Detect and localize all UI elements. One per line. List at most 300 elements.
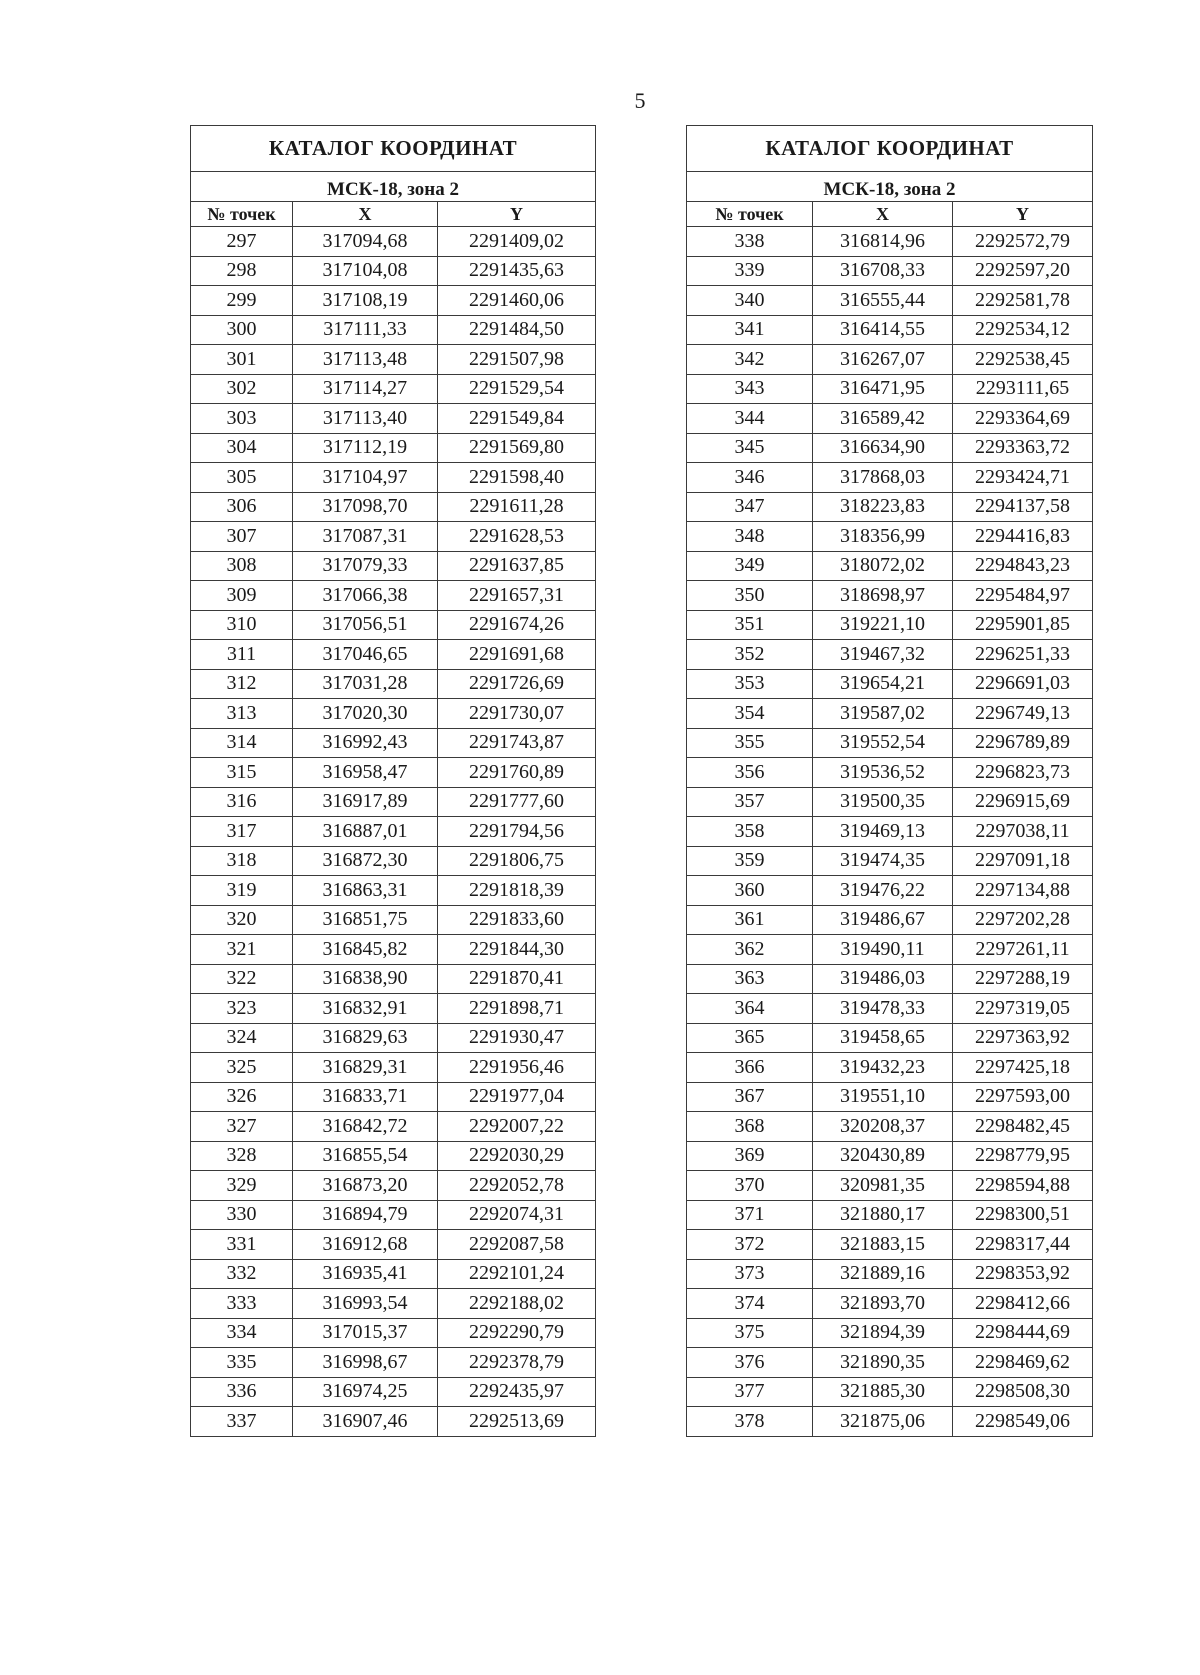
point-number-cell: 297 [191, 227, 293, 257]
y-coordinate-cell: 2291657,31 [438, 581, 596, 611]
table-row [191, 315, 596, 345]
x-coordinate-cell: 316863,31 [293, 876, 438, 906]
table-row [687, 286, 1093, 316]
x-coordinate-cell: 316708,33 [813, 256, 953, 286]
point-number-cell: 377 [687, 1377, 813, 1407]
x-coordinate-cell: 316873,20 [293, 1171, 438, 1201]
y-coordinate-cell: 2291818,39 [438, 876, 596, 906]
x-coordinate-cell: 316555,44 [813, 286, 953, 316]
y-coordinate-cell: 2297091,18 [953, 846, 1093, 876]
y-coordinate-cell: 2291484,50 [438, 315, 596, 345]
table-row [191, 492, 596, 522]
table-row [687, 1348, 1093, 1378]
point-number-cell: 357 [687, 787, 813, 817]
table-row [687, 1377, 1093, 1407]
column-header-x: X [293, 202, 438, 227]
table-row [191, 699, 596, 729]
y-coordinate-cell: 2291794,56 [438, 817, 596, 847]
point-number-cell: 332 [191, 1259, 293, 1289]
y-coordinate-cell: 2292101,24 [438, 1259, 596, 1289]
y-coordinate-cell: 2291806,75 [438, 846, 596, 876]
point-number-cell: 321 [191, 935, 293, 965]
point-number-cell: 317 [191, 817, 293, 847]
x-coordinate-cell: 321890,35 [813, 1348, 953, 1378]
x-coordinate-cell: 319551,10 [813, 1082, 953, 1112]
y-coordinate-cell: 2297319,05 [953, 994, 1093, 1024]
y-coordinate-cell: 2292581,78 [953, 286, 1093, 316]
y-coordinate-cell: 2297038,11 [953, 817, 1093, 847]
y-coordinate-cell: 2298353,92 [953, 1259, 1093, 1289]
point-number-cell: 371 [687, 1200, 813, 1230]
table-row [687, 787, 1093, 817]
x-coordinate-cell: 319552,54 [813, 728, 953, 758]
x-coordinate-cell: 316993,54 [293, 1289, 438, 1319]
point-number-cell: 370 [687, 1171, 813, 1201]
x-coordinate-cell: 317094,68 [293, 227, 438, 257]
y-coordinate-cell: 2292074,31 [438, 1200, 596, 1230]
x-coordinate-cell: 316935,41 [293, 1259, 438, 1289]
x-coordinate-cell: 321883,15 [813, 1230, 953, 1260]
point-number-cell: 362 [687, 935, 813, 965]
point-number-cell: 325 [191, 1053, 293, 1083]
table-row [687, 551, 1093, 581]
x-coordinate-cell: 316887,01 [293, 817, 438, 847]
table-row [687, 728, 1093, 758]
point-number-cell: 309 [191, 581, 293, 611]
table-row [687, 315, 1093, 345]
y-coordinate-cell: 2291930,47 [438, 1023, 596, 1053]
point-number-cell: 360 [687, 876, 813, 906]
x-coordinate-cell: 319587,02 [813, 699, 953, 729]
x-coordinate-cell: 319476,22 [813, 876, 953, 906]
y-coordinate-cell: 2291460,06 [438, 286, 596, 316]
table-row [687, 581, 1093, 611]
table-title: КАТАЛОГ КООРДИНАТ [687, 126, 1093, 172]
table-body [191, 227, 596, 1437]
y-coordinate-cell: 2295901,85 [953, 610, 1093, 640]
y-coordinate-cell: 2296691,03 [953, 669, 1093, 699]
table-row [191, 581, 596, 611]
table-row [687, 1289, 1093, 1319]
y-coordinate-cell: 2296823,73 [953, 758, 1093, 788]
x-coordinate-cell: 316471,95 [813, 374, 953, 404]
y-coordinate-cell: 2297134,88 [953, 876, 1093, 906]
table-row [191, 1348, 596, 1378]
y-coordinate-cell: 2294137,58 [953, 492, 1093, 522]
table-row [687, 433, 1093, 463]
y-coordinate-cell: 2291435,63 [438, 256, 596, 286]
point-number-cell: 306 [191, 492, 293, 522]
y-coordinate-cell: 2291844,30 [438, 935, 596, 965]
point-number-cell: 327 [191, 1112, 293, 1142]
x-coordinate-cell: 317066,38 [293, 581, 438, 611]
table-row [191, 1023, 596, 1053]
x-coordinate-cell: 316267,07 [813, 345, 953, 375]
y-coordinate-cell: 2291777,60 [438, 787, 596, 817]
x-coordinate-cell: 317056,51 [293, 610, 438, 640]
y-coordinate-cell: 2296789,89 [953, 728, 1093, 758]
y-coordinate-cell: 2291569,80 [438, 433, 596, 463]
table-row [191, 256, 596, 286]
x-coordinate-cell: 317046,65 [293, 640, 438, 670]
table-title: КАТАЛОГ КООРДИНАТ [191, 126, 596, 172]
x-coordinate-cell: 316907,46 [293, 1407, 438, 1437]
x-coordinate-cell: 316894,79 [293, 1200, 438, 1230]
table-row [687, 1318, 1093, 1348]
point-number-cell: 346 [687, 463, 813, 493]
y-coordinate-cell: 2291956,46 [438, 1053, 596, 1083]
point-number-cell: 358 [687, 817, 813, 847]
x-coordinate-cell: 317114,27 [293, 374, 438, 404]
y-coordinate-cell: 2298469,62 [953, 1348, 1093, 1378]
y-coordinate-cell: 2297261,11 [953, 935, 1093, 965]
point-number-cell: 361 [687, 905, 813, 935]
point-number-cell: 348 [687, 522, 813, 552]
x-coordinate-cell: 316974,25 [293, 1377, 438, 1407]
table-row [687, 905, 1093, 935]
point-number-cell: 334 [191, 1318, 293, 1348]
point-number-cell: 303 [191, 404, 293, 434]
table-row [191, 404, 596, 434]
table-row [191, 994, 596, 1024]
table-row [191, 1289, 596, 1319]
point-number-cell: 345 [687, 433, 813, 463]
x-coordinate-cell: 319467,32 [813, 640, 953, 670]
point-number-cell: 354 [687, 699, 813, 729]
y-coordinate-cell: 2291409,02 [438, 227, 596, 257]
point-number-cell: 343 [687, 374, 813, 404]
table-row [687, 522, 1093, 552]
point-number-cell: 368 [687, 1112, 813, 1142]
point-number-cell: 356 [687, 758, 813, 788]
x-coordinate-cell: 319432,23 [813, 1053, 953, 1083]
x-coordinate-cell: 319490,11 [813, 935, 953, 965]
table-row [687, 610, 1093, 640]
point-number-cell: 313 [191, 699, 293, 729]
column-header-y: Y [438, 202, 596, 227]
y-coordinate-cell: 2293364,69 [953, 404, 1093, 434]
x-coordinate-cell: 320430,89 [813, 1141, 953, 1171]
table-row [687, 1171, 1093, 1201]
table-subtitle: МСК-18, зона 2 [191, 172, 596, 202]
table-row [191, 669, 596, 699]
y-coordinate-cell: 2291628,53 [438, 522, 596, 552]
table-subtitle: МСК-18, зона 2 [687, 172, 1093, 202]
y-coordinate-cell: 2293363,72 [953, 433, 1093, 463]
x-coordinate-cell: 316414,55 [813, 315, 953, 345]
table-row [191, 1230, 596, 1260]
point-number-cell: 378 [687, 1407, 813, 1437]
x-coordinate-cell: 319221,10 [813, 610, 953, 640]
table-row [687, 1200, 1093, 1230]
y-coordinate-cell: 2292290,79 [438, 1318, 596, 1348]
x-coordinate-cell: 316838,90 [293, 964, 438, 994]
table-row [687, 492, 1093, 522]
x-coordinate-cell: 321893,70 [813, 1289, 953, 1319]
x-coordinate-cell: 319486,67 [813, 905, 953, 935]
y-coordinate-cell: 2298549,06 [953, 1407, 1093, 1437]
column-header-x: X [813, 202, 953, 227]
point-number-cell: 364 [687, 994, 813, 1024]
point-number-cell: 359 [687, 846, 813, 876]
point-number-cell: 355 [687, 728, 813, 758]
table-row [191, 227, 596, 257]
x-coordinate-cell: 319469,13 [813, 817, 953, 847]
x-coordinate-cell: 316851,75 [293, 905, 438, 935]
point-number-cell: 322 [191, 964, 293, 994]
y-coordinate-cell: 2292435,97 [438, 1377, 596, 1407]
x-coordinate-cell: 316958,47 [293, 758, 438, 788]
point-number-cell: 344 [687, 404, 813, 434]
x-coordinate-cell: 316917,89 [293, 787, 438, 817]
x-coordinate-cell: 321894,39 [813, 1318, 953, 1348]
table-row [191, 935, 596, 965]
point-number-cell: 307 [191, 522, 293, 552]
x-coordinate-cell: 316992,43 [293, 728, 438, 758]
table-row [191, 846, 596, 876]
x-coordinate-cell: 320981,35 [813, 1171, 953, 1201]
y-coordinate-cell: 2292513,69 [438, 1407, 596, 1437]
y-coordinate-cell: 2298594,88 [953, 1171, 1093, 1201]
point-number-cell: 311 [191, 640, 293, 670]
x-coordinate-cell: 316829,31 [293, 1053, 438, 1083]
x-coordinate-cell: 316872,30 [293, 846, 438, 876]
point-number-cell: 341 [687, 315, 813, 345]
point-number-cell: 375 [687, 1318, 813, 1348]
y-coordinate-cell: 2294416,83 [953, 522, 1093, 552]
point-number-cell: 369 [687, 1141, 813, 1171]
x-coordinate-cell: 317098,70 [293, 492, 438, 522]
x-coordinate-cell: 319500,35 [813, 787, 953, 817]
y-coordinate-cell: 2291637,85 [438, 551, 596, 581]
y-coordinate-cell: 2296251,33 [953, 640, 1093, 670]
x-coordinate-cell: 316634,90 [813, 433, 953, 463]
y-coordinate-cell: 2296749,13 [953, 699, 1093, 729]
x-coordinate-cell: 321885,30 [813, 1377, 953, 1407]
table-row [191, 1082, 596, 1112]
point-number-cell: 316 [191, 787, 293, 817]
table-row [191, 905, 596, 935]
table-row [191, 1141, 596, 1171]
x-coordinate-cell: 317104,97 [293, 463, 438, 493]
point-number-cell: 328 [191, 1141, 293, 1171]
x-coordinate-cell: 317108,19 [293, 286, 438, 316]
table-row [191, 817, 596, 847]
point-number-cell: 342 [687, 345, 813, 375]
point-number-cell: 300 [191, 315, 293, 345]
x-coordinate-cell: 321880,17 [813, 1200, 953, 1230]
y-coordinate-cell: 2292030,29 [438, 1141, 596, 1171]
y-coordinate-cell: 2292052,78 [438, 1171, 596, 1201]
point-number-cell: 298 [191, 256, 293, 286]
table-body [687, 227, 1093, 1437]
table-row [191, 551, 596, 581]
point-number-cell: 331 [191, 1230, 293, 1260]
table-row [191, 728, 596, 758]
point-number-cell: 319 [191, 876, 293, 906]
x-coordinate-cell: 317113,40 [293, 404, 438, 434]
table-row [191, 758, 596, 788]
x-coordinate-cell: 319458,65 [813, 1023, 953, 1053]
table-row [191, 463, 596, 493]
point-number-cell: 351 [687, 610, 813, 640]
point-number-cell: 337 [191, 1407, 293, 1437]
x-coordinate-cell: 318223,83 [813, 492, 953, 522]
x-coordinate-cell: 321889,16 [813, 1259, 953, 1289]
y-coordinate-cell: 2297363,92 [953, 1023, 1093, 1053]
y-coordinate-cell: 2291977,04 [438, 1082, 596, 1112]
point-number-cell: 339 [687, 256, 813, 286]
table-row [191, 1112, 596, 1142]
point-number-cell: 340 [687, 286, 813, 316]
y-coordinate-cell: 2291730,07 [438, 699, 596, 729]
y-coordinate-cell: 2291726,69 [438, 669, 596, 699]
table-row [687, 404, 1093, 434]
table-row [687, 846, 1093, 876]
table-row [191, 286, 596, 316]
y-coordinate-cell: 2297593,00 [953, 1082, 1093, 1112]
coordinate-catalog-table-left [190, 125, 596, 1437]
table-row [687, 1141, 1093, 1171]
x-coordinate-cell: 316589,42 [813, 404, 953, 434]
point-number-cell: 336 [191, 1377, 293, 1407]
point-number-cell: 376 [687, 1348, 813, 1378]
table-row [191, 374, 596, 404]
point-number-cell: 329 [191, 1171, 293, 1201]
y-coordinate-cell: 2291898,71 [438, 994, 596, 1024]
point-number-cell: 367 [687, 1082, 813, 1112]
y-coordinate-cell: 2291598,40 [438, 463, 596, 493]
y-coordinate-cell: 2291691,68 [438, 640, 596, 670]
table-row [191, 964, 596, 994]
x-coordinate-cell: 317020,30 [293, 699, 438, 729]
x-coordinate-cell: 317113,48 [293, 345, 438, 375]
page-number: 5 [634, 88, 646, 113]
point-number-cell: 363 [687, 964, 813, 994]
x-coordinate-cell: 319486,03 [813, 964, 953, 994]
x-coordinate-cell: 319474,35 [813, 846, 953, 876]
table-row [191, 640, 596, 670]
table-row [191, 1053, 596, 1083]
table-row [687, 964, 1093, 994]
y-coordinate-cell: 2298779,95 [953, 1141, 1093, 1171]
column-header-point-number: № точек [687, 202, 813, 227]
table-row [191, 1407, 596, 1437]
point-number-cell: 318 [191, 846, 293, 876]
y-coordinate-cell: 2291743,87 [438, 728, 596, 758]
table-row [687, 345, 1093, 375]
point-number-cell: 304 [191, 433, 293, 463]
x-coordinate-cell: 321875,06 [813, 1407, 953, 1437]
x-coordinate-cell: 318698,97 [813, 581, 953, 611]
table-row [687, 1082, 1093, 1112]
table-row [191, 433, 596, 463]
x-coordinate-cell: 318356,99 [813, 522, 953, 552]
table-row [191, 1171, 596, 1201]
x-coordinate-cell: 320208,37 [813, 1112, 953, 1142]
table-row [687, 669, 1093, 699]
x-coordinate-cell: 317112,19 [293, 433, 438, 463]
point-number-cell: 310 [191, 610, 293, 640]
x-coordinate-cell: 316814,96 [813, 227, 953, 257]
y-coordinate-cell: 2293111,65 [953, 374, 1093, 404]
point-number-cell: 350 [687, 581, 813, 611]
y-coordinate-cell: 2291529,54 [438, 374, 596, 404]
point-number-cell: 333 [191, 1289, 293, 1319]
table-row [687, 1023, 1093, 1053]
y-coordinate-cell: 2292597,20 [953, 256, 1093, 286]
x-coordinate-cell: 317111,33 [293, 315, 438, 345]
point-number-cell: 302 [191, 374, 293, 404]
table-row [687, 699, 1093, 729]
y-coordinate-cell: 2292378,79 [438, 1348, 596, 1378]
x-coordinate-cell: 317868,03 [813, 463, 953, 493]
x-coordinate-cell: 317015,37 [293, 1318, 438, 1348]
point-number-cell: 349 [687, 551, 813, 581]
point-number-cell: 347 [687, 492, 813, 522]
x-coordinate-cell: 319654,21 [813, 669, 953, 699]
table-row [687, 1230, 1093, 1260]
x-coordinate-cell: 317079,33 [293, 551, 438, 581]
point-number-cell: 365 [687, 1023, 813, 1053]
point-number-cell: 372 [687, 1230, 813, 1260]
y-coordinate-cell: 2296915,69 [953, 787, 1093, 817]
table-row [191, 345, 596, 375]
x-coordinate-cell: 316912,68 [293, 1230, 438, 1260]
point-number-cell: 330 [191, 1200, 293, 1230]
table-row [687, 640, 1093, 670]
point-number-cell: 324 [191, 1023, 293, 1053]
y-coordinate-cell: 2292007,22 [438, 1112, 596, 1142]
y-coordinate-cell: 2291507,98 [438, 345, 596, 375]
point-number-cell: 326 [191, 1082, 293, 1112]
column-header-y: Y [953, 202, 1093, 227]
point-number-cell: 315 [191, 758, 293, 788]
x-coordinate-cell: 316998,67 [293, 1348, 438, 1378]
y-coordinate-cell: 2298444,69 [953, 1318, 1093, 1348]
y-coordinate-cell: 2291870,41 [438, 964, 596, 994]
point-number-cell: 323 [191, 994, 293, 1024]
y-coordinate-cell: 2291549,84 [438, 404, 596, 434]
table-row [687, 817, 1093, 847]
table-row [191, 1318, 596, 1348]
point-number-cell: 301 [191, 345, 293, 375]
x-coordinate-cell: 317104,08 [293, 256, 438, 286]
table-row [191, 876, 596, 906]
y-coordinate-cell: 2292087,58 [438, 1230, 596, 1260]
table-row [687, 1112, 1093, 1142]
y-coordinate-cell: 2297202,28 [953, 905, 1093, 935]
point-number-cell: 320 [191, 905, 293, 935]
y-coordinate-cell: 2294843,23 [953, 551, 1093, 581]
y-coordinate-cell: 2292534,12 [953, 315, 1093, 345]
column-header-point-number: № точек [191, 202, 293, 227]
point-number-cell: 352 [687, 640, 813, 670]
table-row [687, 1053, 1093, 1083]
x-coordinate-cell: 317087,31 [293, 522, 438, 552]
x-coordinate-cell: 319478,33 [813, 994, 953, 1024]
y-coordinate-cell: 2291611,28 [438, 492, 596, 522]
table-row [687, 256, 1093, 286]
y-coordinate-cell: 2292538,45 [953, 345, 1093, 375]
table-row [191, 1377, 596, 1407]
table-row [687, 935, 1093, 965]
point-number-cell: 353 [687, 669, 813, 699]
point-number-cell: 335 [191, 1348, 293, 1378]
x-coordinate-cell: 319536,52 [813, 758, 953, 788]
table-row [687, 758, 1093, 788]
table-row [687, 227, 1093, 257]
